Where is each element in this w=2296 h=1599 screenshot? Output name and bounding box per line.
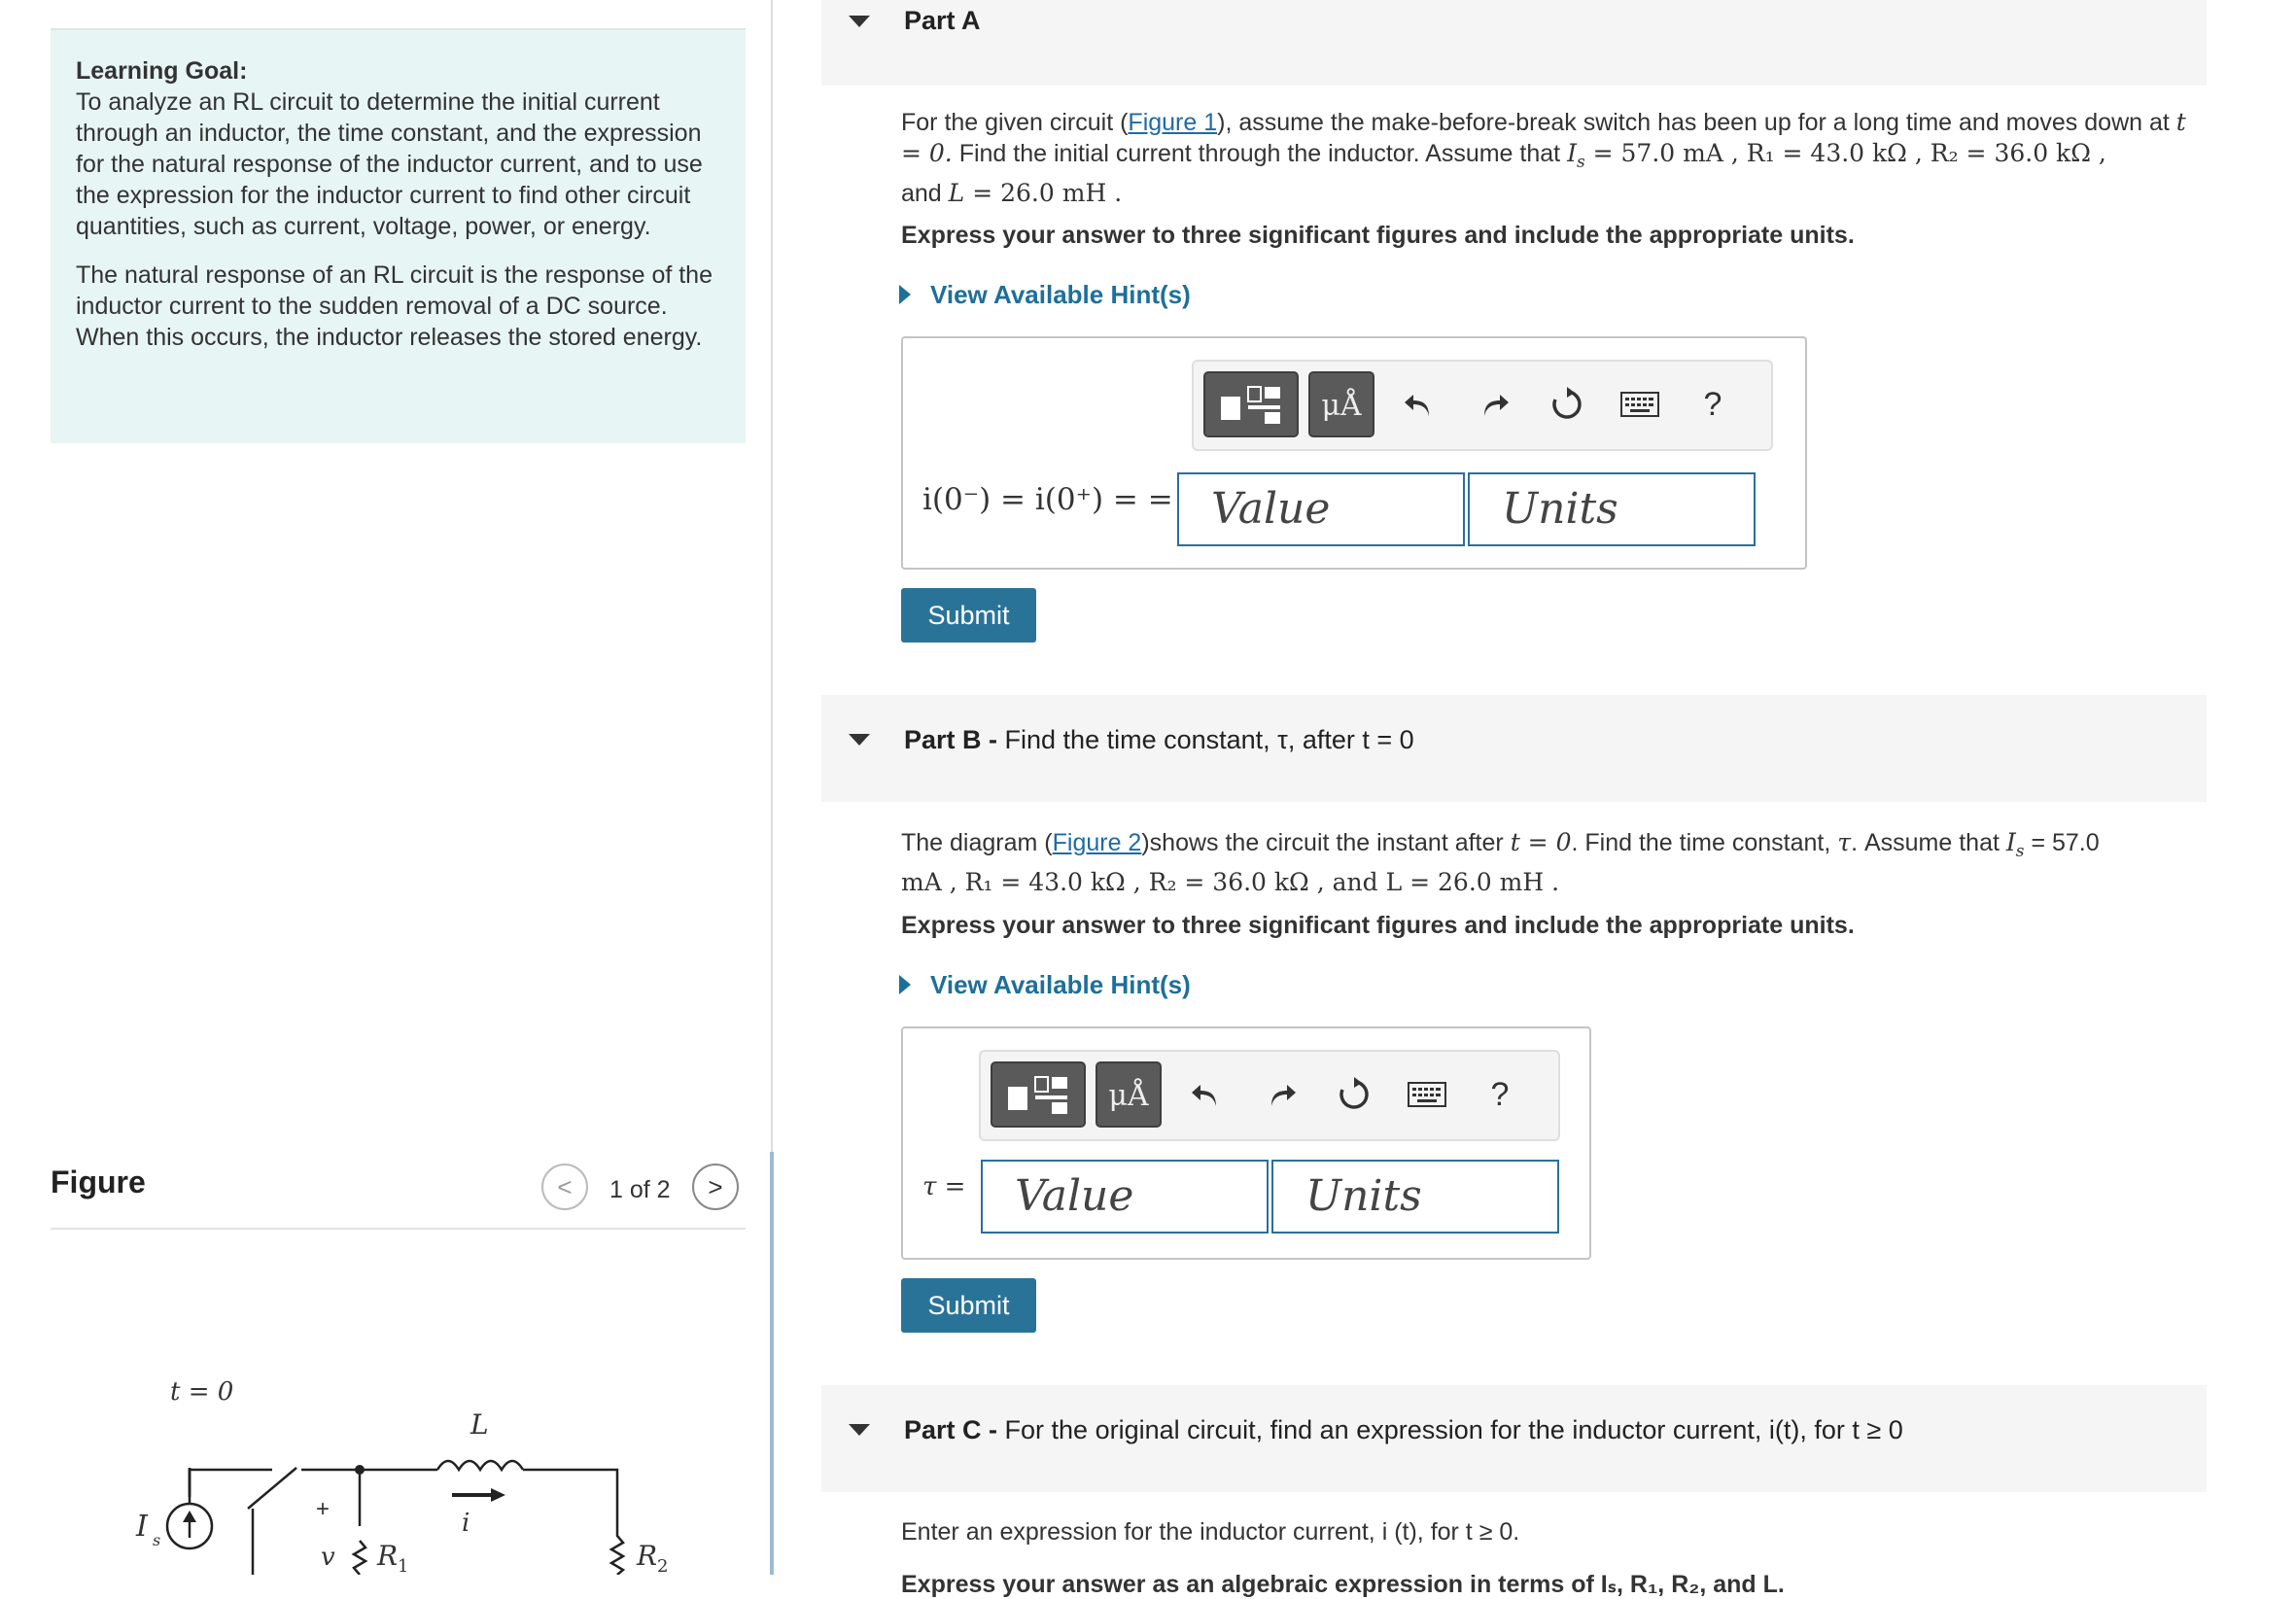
undo-icon[interactable]: [1183, 1069, 1230, 1120]
redo-icon[interactable]: [1258, 1069, 1305, 1120]
units-button[interactable]: μÅ: [1096, 1061, 1162, 1128]
part-a-label: Part A: [904, 6, 981, 35]
part-a-text-2: ), assume the make-before-break switch has been up for a long time and moves down at: [1217, 109, 2176, 136]
learning-goal-heading: Learning Goal:: [76, 57, 248, 85]
part-a-answer-box: [901, 336, 1807, 570]
circuit-diagram: [117, 1371, 700, 1575]
part-c-title-text: For the original circuit, find an expression for the inductor current, i(t), for t ≥ 0: [997, 1415, 1903, 1444]
part-b-text-2: )shows the circuit the instant after: [1141, 829, 1511, 856]
learning-goal-box: [51, 30, 746, 443]
part-a-is-sub: s: [1576, 153, 1585, 172]
part-b-text-4: . Assume that: [1851, 829, 2006, 856]
templates-icon: [992, 1063, 1084, 1126]
part-a-eq-t: t = 0.: [901, 108, 2186, 167]
caret-right-icon: [899, 285, 911, 304]
part-b-submit-button[interactable]: Submit: [901, 1278, 1036, 1333]
chevron-right-icon: >: [708, 1171, 723, 1201]
switch-label: t = 0: [170, 1377, 234, 1407]
figure-title: Figure: [51, 1164, 146, 1199]
keyboard-icon[interactable]: [1617, 379, 1663, 430]
part-b-units-input[interactable]: Units: [1271, 1160, 1559, 1234]
part-a-text-4: and: [901, 180, 949, 207]
r2-label: R: [637, 1540, 658, 1572]
figure-1-link[interactable]: Figure 1: [1128, 109, 1218, 136]
caret-down-icon: [849, 734, 870, 746]
templates-icon: [1205, 373, 1297, 435]
part-b-hint-link[interactable]: [899, 970, 1191, 1000]
part-b-is-sub: s: [2015, 842, 2025, 861]
part-b-value-input[interactable]: Value: [981, 1160, 1269, 1234]
figure-divider: [51, 1228, 746, 1230]
part-b-text-1: The diagram (: [901, 829, 1053, 856]
part-b-question: [901, 827, 2204, 898]
templates-button[interactable]: [991, 1061, 1086, 1128]
part-b-header[interactable]: [821, 695, 2207, 802]
figure-counter: 1 of 2: [609, 1176, 671, 1203]
part-a-is: I: [1567, 139, 1577, 167]
part-a-submit-button[interactable]: Submit: [901, 588, 1036, 643]
part-c-title: [904, 1415, 1903, 1445]
part-a-values: = 57.0 mA , R₁ = 43.0 kΩ , R₂ = 36.0 kΩ ,: [1584, 139, 2106, 167]
part-b-toolbar: [979, 1050, 1560, 1141]
part-b-answer-label: τ =: [922, 1172, 966, 1201]
source-label: I: [136, 1510, 148, 1544]
figure-2-link[interactable]: Figure 2: [1052, 829, 1142, 856]
part-a-header[interactable]: [821, 0, 2207, 86]
redo-icon[interactable]: [1471, 379, 1517, 430]
part-a-instruction: Express your answer to three significant figures and include the appropriate units.: [901, 222, 1855, 249]
part-a-value-input[interactable]: Value: [1177, 472, 1465, 546]
keyboard-icon[interactable]: [1404, 1069, 1450, 1120]
part-b-title-text: Find the time constant, τ, after t = 0: [997, 725, 1414, 754]
part-c-line-2: Express your answer as an algebraic expression in terms of Iₛ, R₁, R₂, and L.: [901, 1571, 1785, 1598]
caret-down-icon: [849, 1424, 870, 1436]
current-label: i: [462, 1509, 470, 1538]
caret-down-icon: [849, 16, 870, 27]
part-b-label: Part B -: [904, 725, 998, 754]
part-a-L-value: = 26.0 mH .: [964, 179, 1123, 207]
part-a-answer-label: i(0⁻) = i(0⁺) = =: [922, 482, 1173, 517]
left-panel: [0, 0, 773, 1575]
source-label-sub: s: [153, 1531, 161, 1549]
figure-next-button[interactable]: [692, 1164, 739, 1210]
part-b-is-value: = 57.0: [2024, 829, 2100, 856]
part-c-line-1: Enter an expression for the inductor current, i (t), for t ≥ 0.: [901, 1518, 1520, 1546]
part-c-label: Part C -: [904, 1415, 998, 1444]
inductor-label: L: [470, 1408, 489, 1441]
learning-goal-text: To analyze an RL circuit to determine the initial current through an inductor, the time constant, and the expression for the natural response of the inductor current, and to use the expression for the inductor current to find other circuit quantities, such as current, voltage, power, or energy.: [76, 88, 703, 240]
figure-prev-button[interactable]: [541, 1164, 588, 1210]
voltage-label: v: [321, 1543, 335, 1572]
undo-icon[interactable]: [1396, 379, 1443, 430]
part-a-question: [901, 107, 2204, 209]
part-b-tau: τ: [1837, 828, 1852, 856]
part-a-units-input[interactable]: Units: [1468, 472, 1756, 546]
help-icon[interactable]: ?: [1490, 1075, 1510, 1113]
part-b-text-3: . Find the time constant,: [1571, 829, 1838, 856]
part-a-text-1: For the given circuit (: [901, 109, 1129, 136]
r2-label-sub: 2: [657, 1556, 669, 1575]
plus-label: +: [316, 1496, 330, 1522]
reset-icon[interactable]: [1544, 379, 1590, 430]
part-a-hint-link[interactable]: [899, 280, 1191, 310]
part-a-hint-label: View Available Hint(s): [930, 280, 1191, 309]
part-a-text-3: Find the initial current through the inductor. Assume that: [952, 140, 1568, 167]
help-icon[interactable]: ?: [1703, 385, 1722, 423]
r1-label: R: [377, 1540, 399, 1572]
part-a-L: L: [948, 179, 965, 207]
part-b-instruction: Express your answer to three significant figures and include the appropriate units.: [901, 912, 1855, 939]
units-button[interactable]: μÅ: [1308, 371, 1374, 437]
part-a-title: [904, 6, 981, 36]
part-a-toolbar: [1192, 360, 1773, 451]
learning-goal-p1: [76, 55, 720, 242]
templates-button[interactable]: [1203, 371, 1299, 437]
chevron-left-icon: <: [557, 1171, 573, 1201]
part-b-hint-label: View Available Hint(s): [930, 970, 1191, 999]
part-b-eq-t: t = 0: [1510, 828, 1572, 856]
part-b-answer-box: [901, 1026, 1591, 1260]
part-b-values: mA , R₁ = 43.0 kΩ , R₂ = 36.0 kΩ , and L = 26.0 mH .: [901, 868, 1560, 896]
part-b-title: [904, 725, 1414, 755]
learning-goal-p2: The natural response of an RL circuit is the response of the inductor current to the sudden removal of a DC source. When this occurs, the inductor releases the stored energy.: [76, 261, 713, 351]
figure-header: [51, 1162, 746, 1230]
caret-right-icon: [899, 975, 911, 994]
r1-label-sub: 1: [398, 1556, 409, 1575]
panel-divider-highlight: [770, 1152, 774, 1575]
part-c-header[interactable]: [821, 1385, 2207, 1492]
reset-icon[interactable]: [1331, 1069, 1377, 1120]
part-b-is: I: [2005, 828, 2016, 856]
